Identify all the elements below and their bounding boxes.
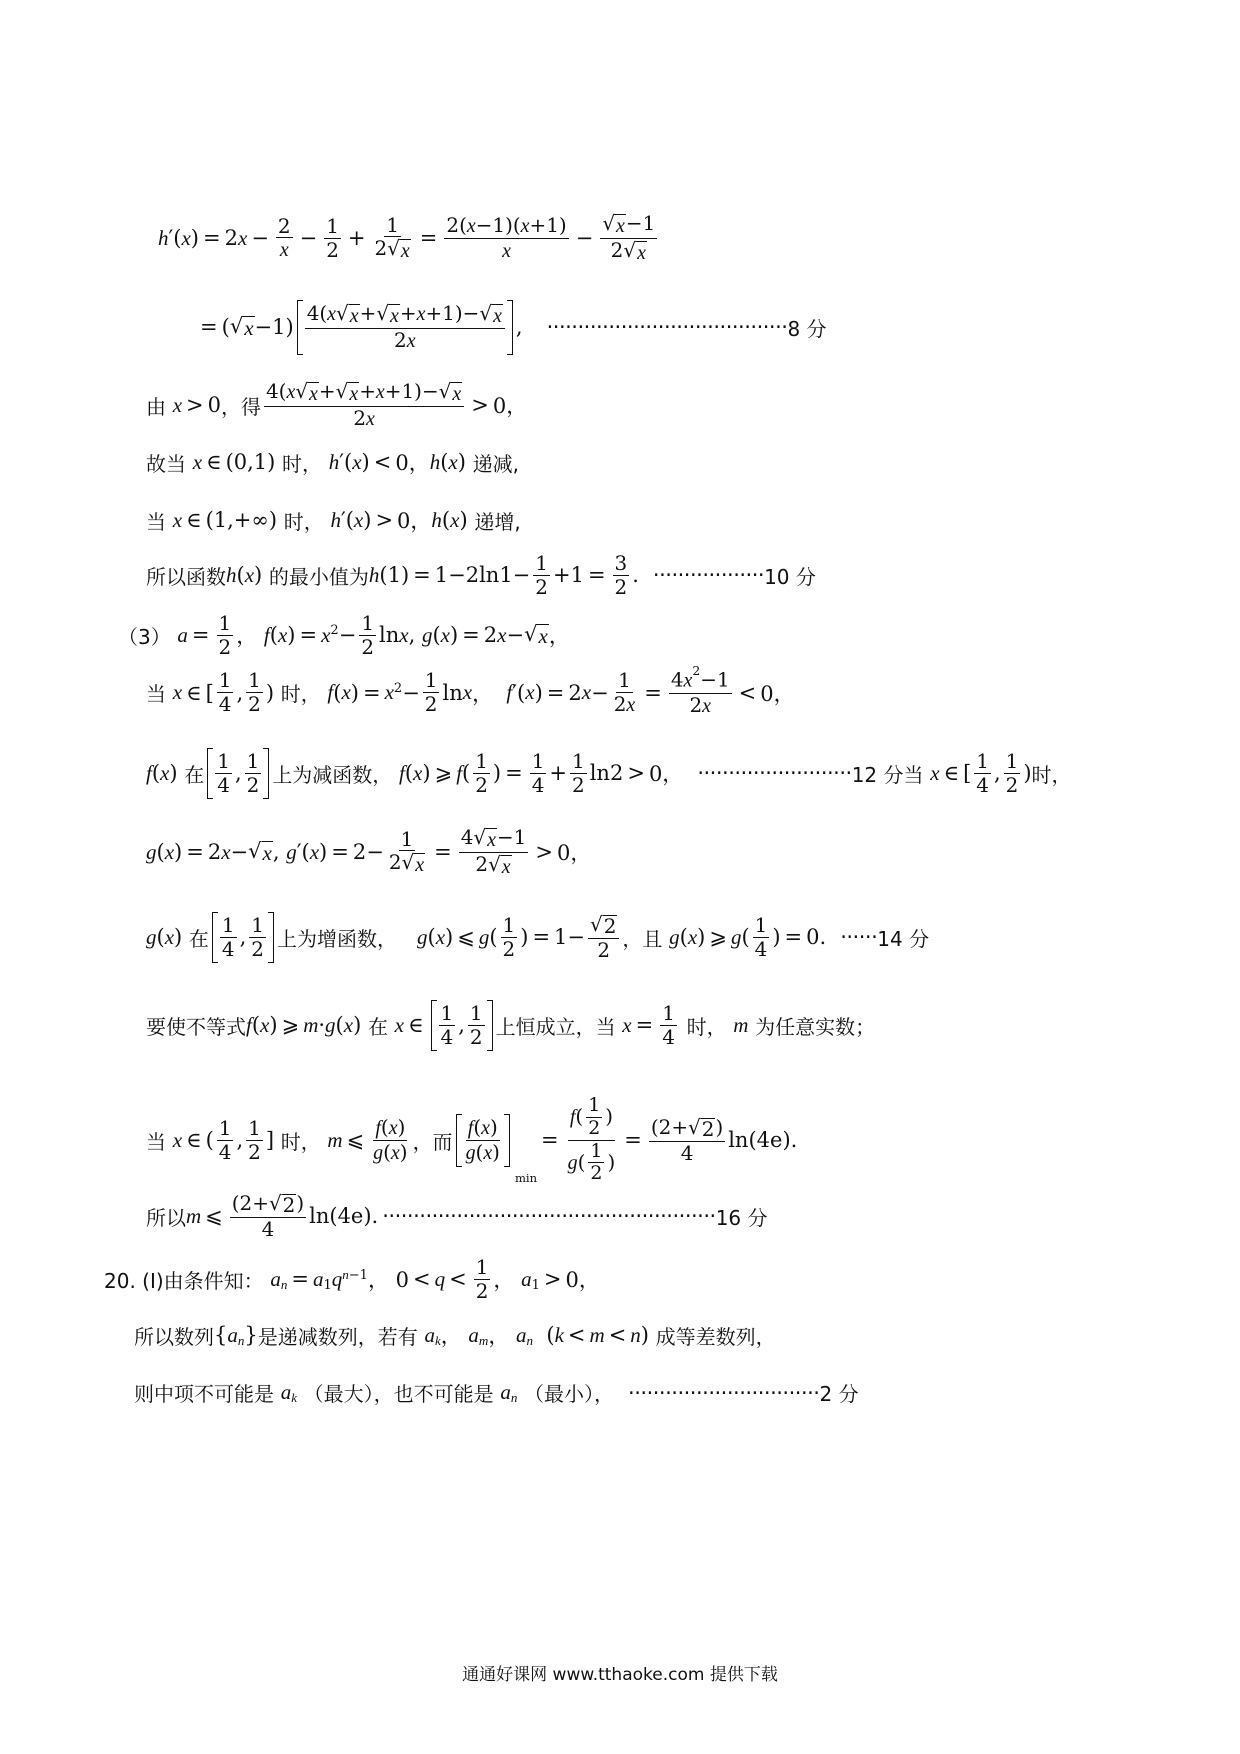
score-mark: 8 分 (787, 316, 827, 341)
math-line-inc-interval: 当 x ∈ (1,+∞) 时， h ′( x ) > 0， h ( x ) 递增, (146, 507, 521, 534)
math-line-factor: = ( √ x −1) 4(x √ x + √ x +x+1)− √ x 2x , ······································· 8 分 (196, 300, 827, 355)
math-line-q20: 20. (I)由条件知： a n = a 1 q n−1 ， 0 < q < $\frac{1}{2}$ ， a 1 > 0， (104, 1255, 600, 1303)
score-mark: 2 分 (819, 1382, 859, 1406)
math-line-f-decreasing: f ( x ) 在 $\frac{1}{4}$ , $\frac{1}{2}$ 上为减函数， f ( x ) ⩾ f ( $\frac{1}{2}$ ) = $\frac{1}{4}$ + $\frac{1}{2}$ ln2 > 0， ························· 12 分 当 x ∈ [ $\frac{1}{4}$ , $\frac{1}{2}$ ) 时， (146, 749, 1072, 797)
math-line-positive: 由 x > 0 ，得 4(x √ x + √ x +x+1)− √ x 2x > 0， (146, 379, 528, 430)
math-line-sequence: 所以数列 { a n } 是递减数列，若有 a k ， a m ， a n ( k < m < n ) 成等差数列， (134, 1322, 776, 1349)
math-line-m-bound: 当 x ∈ ( $\frac{1}{4}$ , $\frac{1}{2}$ ] 时， m ⩽ $\frac{f(x)}{g(x)}$ ，而 $\frac{f(x)}{g(x)}$ min = f( $\frac{1}{2}$ ) g( $\frac{1}{2}$ ) = (2+ √ 2 ) 4 ln(4e). (146, 1094, 798, 1186)
math-line-hprime: h ′( x ) = 2 x − $\frac{2}{x}$ − $\frac{1}{2}$ + 1 2 √ x = $\frac{2(x-1)(x+1)}{x}$ − √ x −1 2 √ x (158, 211, 656, 264)
math-line-part3: （3） a = $\frac{1}{2}$ ， f ( x ) = x 2 − $\frac{1}{2}$ ln x , g ( x ) = 2 x − √ x ， (118, 611, 570, 659)
score-mark: 14 分 (877, 926, 930, 951)
math-line-dec-interval: 故当 x ∈ (0,1) 时， h ′( x ) < 0， h ( x ) 递减, (146, 449, 519, 476)
math-line-min-value: 所以函数 h ( x ) 的最小值为 h (1) = 1−2ln1− $\frac{1}{2}$ +1 = $\frac{3}{2}$ . ·················· 10 分 (146, 551, 816, 599)
math-line-gprime: g ( x ) = 2 x − √ x , g ′( x ) = 2− 1 2 √ x = 4 √ x −1 2 √ x > 0， (146, 825, 592, 878)
math-line-middle-term: 则中项不可能是 a k （最大），也不可能是 a n （最小）， ······························· 2 分 (134, 1380, 859, 1406)
math-line-inequality: 要使不等式 f ( x ) ⩾ m · g ( x ) 在 x ∈ $\frac{1}{4}$ , $\frac{1}{2}$ 上恒成立，当 x = $\frac{1}{4}$ 时， m 为任意实数； (146, 1001, 876, 1049)
math-line-fprime: 当 x ∈ [ $\frac{1}{4}$ , $\frac{1}{2}$ ) 时， f ( x ) = x 2 − $\frac{1}{2}$ ln x ， f ′( x ) = 2 x − $\frac{1}{2x}$ = $\frac{4x^2-1}{2x}$ < 0， (146, 663, 795, 717)
math-line-g-increasing: g ( x ) 在 $\frac{1}{4}$ , $\frac{1}{2}$ 上为增函数， g ( x ) ⩽ g ( $\frac{1}{2}$ ) = 1− √ 2 2 ，且 g ( x ) ⩾ g ( $\frac{1}{4}$ ) = 0. ······ 14 分 (146, 912, 930, 962)
math-line-conclusion: 所以 m ⩽ (2+ √ 2 ) 4 ln(4e). ······················································ 16 分 (146, 1191, 768, 1241)
score-mark: 16 分 (715, 1205, 768, 1230)
score-mark: 10 分 (764, 564, 816, 589)
page-footer: 通通好课网 www.tthaoke.com 提供下载 (462, 1665, 778, 1685)
score-mark: 12 分 (851, 762, 904, 787)
